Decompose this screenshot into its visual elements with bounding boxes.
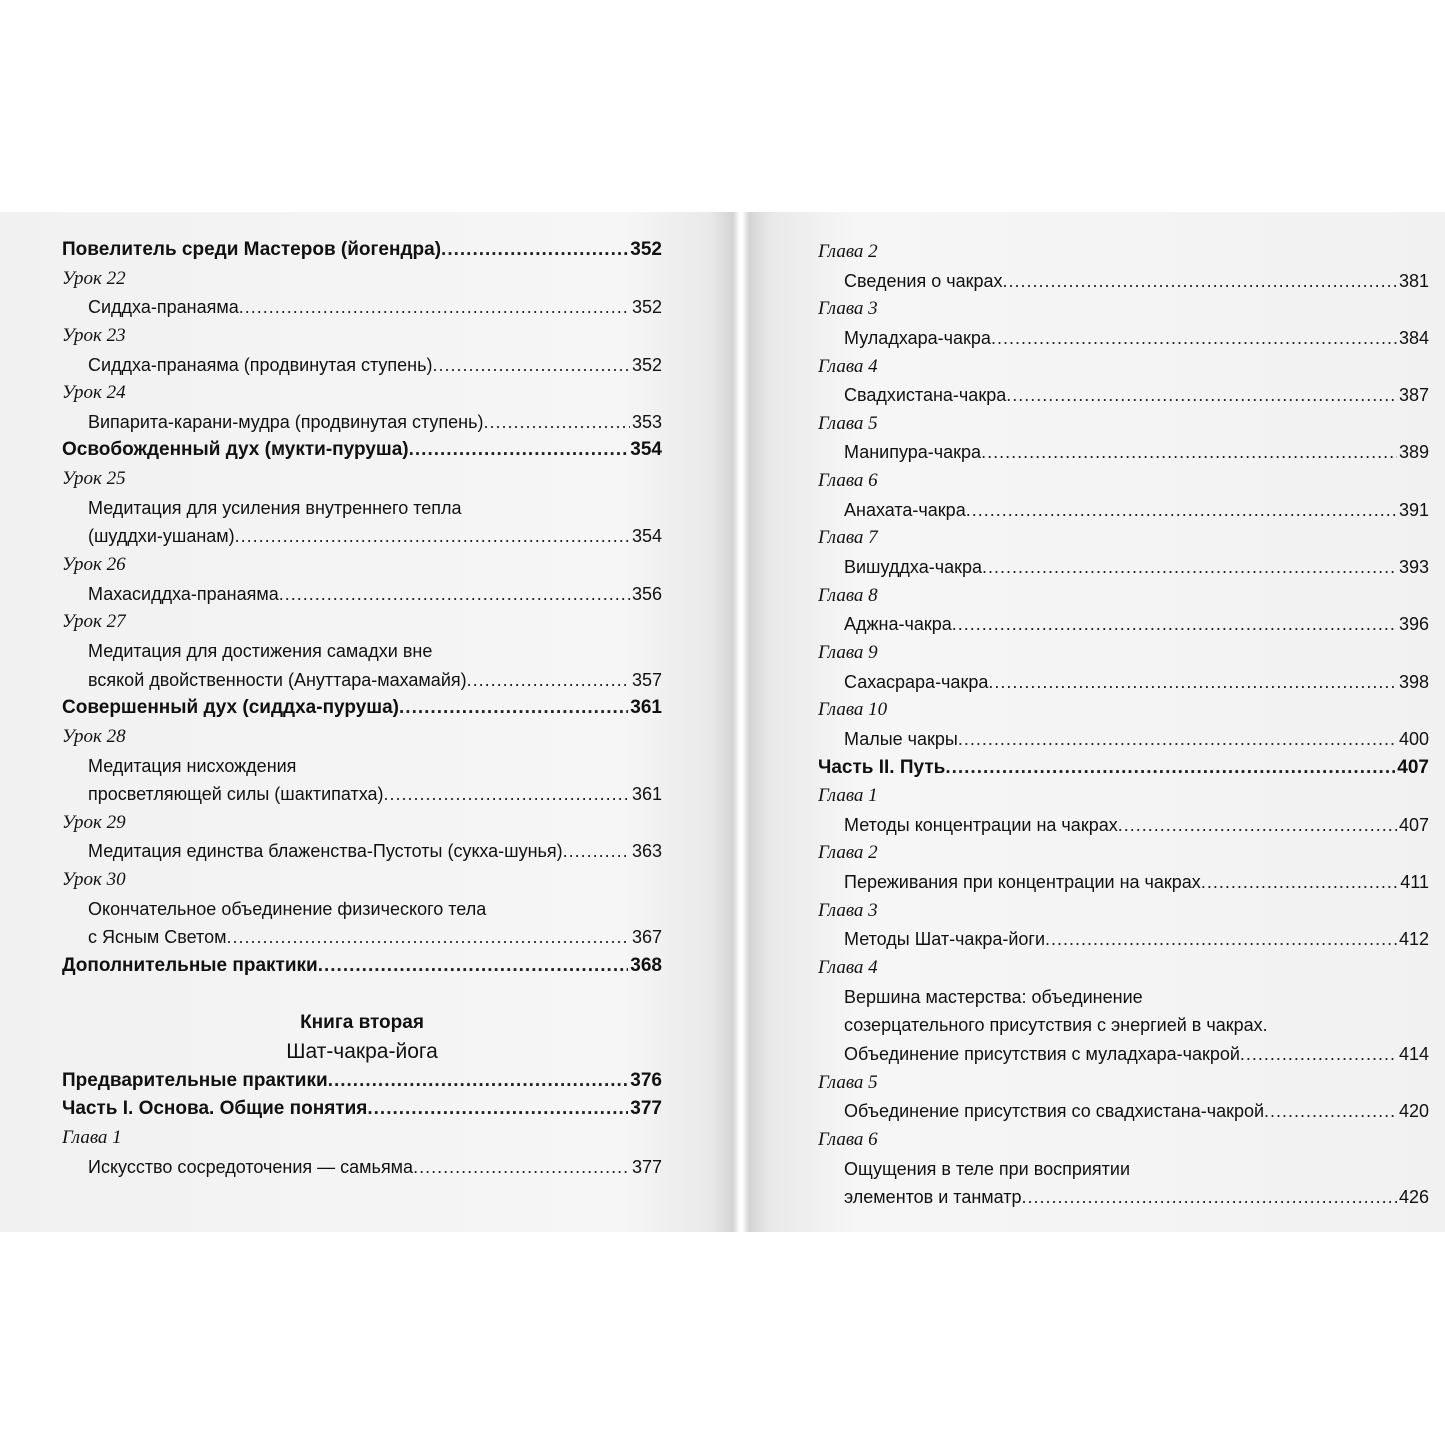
chapter-label: Урок 27: [62, 611, 126, 633]
toc-line: Медитация нисхождения: [88, 755, 297, 776]
toc-entry: [818, 1183, 1429, 1212]
toc-entry: [818, 868, 1429, 897]
entry-title: Часть I. Основа. Общие понятия: [62, 1098, 368, 1120]
page-number: 384: [1398, 327, 1429, 348]
chapter-label: Урок 24: [62, 382, 126, 404]
chapter-label: Глава 6: [818, 470, 878, 492]
entry-title: Свадхистана-чакра: [844, 385, 1007, 406]
dot-leader: [563, 837, 630, 866]
toc-entry: [62, 837, 662, 866]
toc-entry: [62, 351, 662, 380]
toc-entry: [818, 925, 1429, 954]
entry-title: Совершенный дух (сиддха-пуруша): [62, 697, 400, 719]
page-number: 368: [630, 955, 662, 977]
toc-line: Ощущения в теле при восприятии: [844, 1158, 1131, 1179]
dot-leader: [981, 438, 1397, 467]
chapter-label: Глава 2: [818, 241, 878, 262]
dot-leader: [1118, 811, 1397, 840]
entry-title: всякой двойственности (Ануттара-махамайя): [88, 669, 467, 690]
dot-leader: [409, 436, 629, 465]
entry-title: Объединение присутствия с муладхара-чакрой: [844, 1043, 1240, 1064]
toc-line: Медитация для достижения самадхи вне: [88, 640, 433, 661]
page-number: 353: [631, 411, 662, 432]
chapter-label: Урок 25: [62, 468, 126, 490]
page-number: 352: [630, 239, 662, 260]
dot-leader: [1240, 1040, 1397, 1069]
toc-line: Окончательное объединение физического тела: [88, 898, 487, 919]
entry-title: Випарита-карани-мудра (продвинутая ступень): [88, 411, 484, 432]
dot-leader: [441, 236, 628, 265]
chapter-label: Урок 22: [62, 267, 126, 289]
chapter-label: Урок 26: [62, 554, 126, 576]
page-number: 352: [631, 297, 662, 318]
toc-entry: [818, 1040, 1429, 1069]
dot-leader: [367, 1095, 628, 1124]
chapter-label: Глава 1: [818, 785, 878, 807]
dot-leader: [1045, 925, 1397, 954]
entry-title: Искусство сосредоточения — самьяма: [88, 1156, 414, 1177]
dot-leader: [467, 666, 630, 695]
toc-entry: [818, 1097, 1429, 1126]
page-number: 391: [1398, 499, 1429, 520]
entry-title: Муладхара-чакра: [844, 327, 991, 348]
toc-entry: [62, 780, 662, 809]
toc-section-entry: [62, 952, 662, 981]
page-number: 414: [1398, 1043, 1429, 1064]
toc-entry: [818, 553, 1429, 582]
toc-section-entry: [62, 1095, 662, 1124]
chapter-label: Глава 3: [818, 899, 878, 921]
entry-title: Аджна-чакра: [844, 614, 952, 635]
chapter-label: Глава 5: [818, 1071, 878, 1093]
chapter-label: Урок 28: [62, 725, 126, 747]
chapter-label: Глава 4: [818, 957, 878, 979]
page-number: 361: [630, 697, 662, 719]
toc-entry: [818, 811, 1429, 840]
toc-entry: [62, 923, 662, 952]
entry-title: Объединение присутствия со свадхистана-чакрой: [844, 1101, 1265, 1122]
entry-title: Сиддха-пранаяма: [88, 297, 239, 318]
entry-title: Сахасрара-чакра: [844, 671, 989, 692]
dot-leader: [991, 324, 1397, 353]
entry-title: Вишуддха-чакра: [844, 557, 982, 578]
entry-title: Махасиддха-пранаяма: [88, 583, 279, 604]
chapter-label: Глава 1: [62, 1126, 122, 1148]
entry-title: Предварительные практики: [62, 1069, 328, 1091]
dot-leader: [1201, 868, 1398, 897]
toc-right: [750, 238, 1445, 1212]
chapter-label: Глава 10: [818, 699, 888, 721]
toc-entry: [62, 408, 662, 437]
toc-entry: [818, 267, 1429, 296]
page-number: 426: [1398, 1187, 1429, 1208]
entry-title: с Ясным Светом: [88, 927, 227, 948]
page-number: 387: [1398, 385, 1429, 406]
page-number: 389: [1398, 442, 1429, 463]
chapter-label: Глава 7: [818, 527, 878, 549]
book-gutter: [732, 212, 750, 1232]
page-number: 352: [631, 354, 662, 375]
entry-title: элементов и танматр: [844, 1187, 1022, 1208]
entry-title: Медитация единства блаженства-Пустоты (сукха-шунья): [88, 841, 563, 862]
dot-leader: [413, 1153, 630, 1182]
dot-leader: [432, 351, 629, 380]
dot-leader: [958, 725, 1397, 754]
dot-leader: [483, 408, 629, 437]
toc-section-entry: [62, 436, 662, 465]
chapter-label: Глава 2: [818, 842, 878, 864]
toc-section-entry: [62, 1067, 662, 1096]
chapter-label: Глава 6: [818, 1128, 878, 1150]
dot-leader: [384, 780, 630, 809]
book-heading: Книга вторая: [300, 1012, 424, 1034]
dot-leader: [1006, 381, 1397, 410]
entry-title: Сведения о чакрах: [844, 270, 1003, 291]
page-number: 361: [631, 784, 662, 805]
page-number: 393: [1398, 557, 1429, 578]
spacer: [62, 981, 662, 1010]
toc-line: созерцательного присутствия с энергией в чакрах.: [844, 1015, 1268, 1036]
page-number: 363: [631, 841, 662, 862]
toc-line: Медитация для усиления внутреннего тепла: [88, 497, 462, 518]
toc-line: Вершина мастерства: объединение: [844, 986, 1143, 1007]
dot-leader: [952, 610, 1397, 639]
page-number: 400: [1398, 728, 1429, 749]
page-number: 381: [1398, 270, 1429, 291]
dot-leader: [399, 694, 628, 723]
chapter-label: Урок 23: [62, 324, 126, 346]
chapter-label: Глава 8: [818, 584, 878, 606]
dot-leader: [235, 522, 630, 551]
dot-leader: [239, 293, 630, 322]
dot-leader: [328, 1067, 629, 1096]
entry-title: Методы Шат-чакра-йоги: [844, 929, 1046, 950]
dot-leader: [1022, 1183, 1397, 1212]
toc-entry: [62, 522, 662, 551]
page-number: 354: [631, 526, 662, 547]
entry-title: Методы концентрации на чакрах: [844, 814, 1118, 835]
entry-title: Малые чакры: [844, 728, 958, 749]
right-page: [750, 212, 1445, 1232]
dot-leader: [226, 923, 629, 952]
dot-leader: [982, 553, 1397, 582]
page-number: 377: [630, 1098, 662, 1120]
toc-entry: [818, 725, 1429, 754]
chapter-label: Урок 30: [62, 869, 126, 891]
entry-title: Дополнительные практики: [62, 955, 318, 977]
page-number: 407: [1397, 756, 1429, 778]
chapter-label: Глава 9: [818, 641, 878, 663]
left-page: [0, 212, 732, 1232]
page-number: 376: [630, 1069, 662, 1091]
page-number: 354: [630, 439, 662, 461]
book-title: Шат-чакра-йога: [286, 1039, 438, 1063]
dot-leader: [318, 952, 629, 981]
dot-leader: [279, 580, 630, 609]
dot-leader: [945, 754, 1395, 783]
entry-title: Сиддха-пранаяма (продвинутая ступень): [88, 354, 433, 375]
toc-section-entry: [62, 236, 662, 265]
page-number: 357: [631, 669, 662, 690]
page-number: 407: [1398, 814, 1429, 835]
page-number: 398: [1398, 671, 1429, 692]
entry-title: Манипура-чакра: [844, 442, 982, 463]
toc-entry: [818, 324, 1429, 353]
page-number: 411: [1400, 872, 1429, 893]
entry-title: Переживания при концентрации на чакрах: [844, 872, 1201, 893]
toc-entry: [62, 666, 662, 695]
toc-entry: [818, 610, 1429, 639]
toc-section-entry: [818, 754, 1429, 783]
chapter-label: Урок 29: [62, 811, 126, 833]
entry-title: Освобожденный дух (мукти-пуруша): [62, 439, 409, 461]
dot-leader: [988, 668, 1397, 697]
toc-entry: [62, 293, 662, 322]
toc-left: [0, 236, 732, 1181]
toc-entry: [62, 1153, 662, 1182]
dot-leader: [966, 496, 1397, 525]
toc-entry: [818, 496, 1429, 525]
dot-leader: [1003, 267, 1397, 296]
entry-title: (шуддхи-ушанам): [88, 526, 235, 547]
page-number: 356: [631, 583, 662, 604]
toc-entry: [818, 668, 1429, 697]
entry-title: просветляющей силы (шактипатха): [88, 784, 384, 805]
entry-title: Анахата-чакра: [844, 499, 966, 520]
page-number: 420: [1398, 1101, 1429, 1122]
toc-section-entry: [62, 694, 662, 723]
toc-entry: [818, 381, 1429, 410]
page-number: 367: [631, 927, 662, 948]
entry-title: Повелитель среди Мастеров (йогендра): [62, 239, 442, 260]
toc-entry: [818, 438, 1429, 467]
toc-entry: [62, 580, 662, 609]
chapter-label: Глава 3: [818, 298, 878, 320]
chapter-label: Глава 4: [818, 355, 878, 377]
dot-leader: [1264, 1097, 1397, 1126]
page-number: 412: [1398, 929, 1429, 950]
entry-title: Часть II. Путь: [818, 756, 946, 778]
page-number: 377: [631, 1156, 662, 1177]
page-number: 396: [1398, 614, 1429, 635]
chapter-label: Глава 5: [818, 412, 878, 434]
